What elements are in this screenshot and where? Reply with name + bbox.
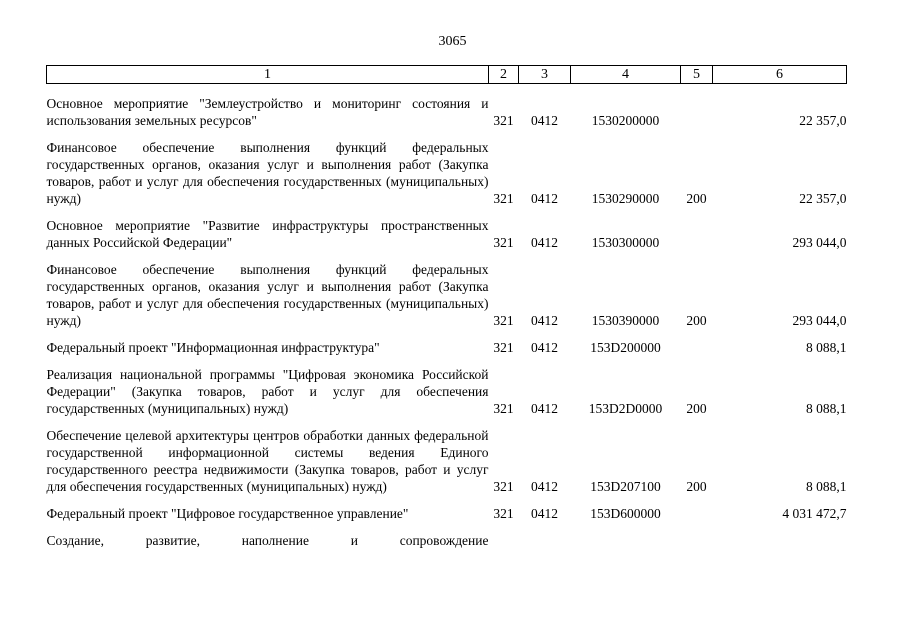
section-code: 0412 bbox=[531, 313, 558, 328]
amount: 293 044,0 bbox=[792, 313, 847, 328]
amount: 8 088,1 bbox=[806, 401, 847, 416]
item-name: Создание, развитие, наполнение и сопровождение bbox=[46, 533, 489, 548]
ministry-code: 321 bbox=[493, 479, 514, 494]
expense-type-code bbox=[681, 495, 713, 522]
section-code: 0412 bbox=[531, 113, 558, 128]
column-header-1: 1 bbox=[47, 66, 489, 84]
section-code: 0412 bbox=[531, 235, 558, 250]
amount: 293 044,0 bbox=[792, 235, 847, 250]
amount: 8 088,1 bbox=[806, 340, 847, 355]
table-row bbox=[47, 84, 847, 130]
table-row bbox=[47, 207, 847, 251]
item-name: Основное мероприятие "Развитие инфраструктуры пространственных данных Российской Федерации" bbox=[46, 218, 489, 250]
amount bbox=[713, 522, 847, 549]
amount: 8 088,1 bbox=[806, 479, 847, 494]
amount: 22 357,0 bbox=[799, 191, 847, 206]
expense-type-code: 200 bbox=[686, 401, 707, 416]
table-row bbox=[47, 251, 847, 329]
expense-type-code bbox=[681, 522, 713, 549]
ministry-code: 321 bbox=[493, 401, 514, 416]
column-header-4: 4 bbox=[571, 66, 681, 84]
item-name: Основное мероприятие "Землеустройство и мониторинг состояния и использования земельных ресурсов" bbox=[46, 96, 489, 128]
expense-type-code: 200 bbox=[686, 479, 707, 494]
expense-type-code: 200 bbox=[686, 313, 707, 328]
column-header-6: 6 bbox=[713, 66, 847, 84]
item-name: Реализация национальной программы "Цифровая экономика Российской Федерации" (Закупка товаров, работ и услуг для обеспечения государственных (муниципальных) нужд) bbox=[46, 367, 489, 416]
table-row bbox=[47, 522, 847, 549]
budget-table bbox=[46, 65, 847, 549]
item-name: Финансовое обеспечение выполнения функций федеральных государственных органов, оказания услуг и выполнения работ (Закупка товаров, работ и услуг для обеспечения государственных (муниципальных) нужд) bbox=[46, 262, 489, 328]
expense-type-code bbox=[681, 329, 713, 356]
ministry-code: 321 bbox=[493, 340, 514, 355]
target-article-code: 1530200000 bbox=[591, 113, 660, 128]
expense-type-code: 200 bbox=[686, 191, 707, 206]
column-header-2: 2 bbox=[489, 66, 519, 84]
page-number: 3065 bbox=[438, 34, 467, 49]
target-article-code bbox=[571, 522, 681, 549]
ministry-code: 321 bbox=[493, 191, 514, 206]
table-row bbox=[47, 356, 847, 417]
ministry-code: 321 bbox=[493, 313, 514, 328]
target-article-code: 1530390000 bbox=[591, 313, 660, 328]
target-article-code: 153D200000 bbox=[590, 340, 661, 355]
ministry-code: 321 bbox=[493, 506, 514, 521]
column-header-5: 5 bbox=[681, 66, 713, 84]
ministry-code bbox=[489, 522, 519, 549]
section-code: 0412 bbox=[531, 479, 558, 494]
item-name: Федеральный проект "Цифровое государственное управление" bbox=[46, 506, 409, 521]
table-row bbox=[47, 329, 847, 356]
table-body bbox=[47, 84, 847, 550]
item-name: Федеральный проект "Информационная инфраструктура" bbox=[46, 340, 380, 355]
column-header-3: 3 bbox=[519, 66, 571, 84]
target-article-code: 1530290000 bbox=[591, 191, 660, 206]
section-code: 0412 bbox=[531, 401, 558, 416]
ministry-code: 321 bbox=[493, 235, 514, 250]
amount: 4 031 472,7 bbox=[782, 506, 847, 521]
target-article-code: 1530300000 bbox=[591, 235, 660, 250]
target-article-code: 153D207100 bbox=[590, 479, 661, 494]
ministry-code: 321 bbox=[493, 113, 514, 128]
section-code: 0412 bbox=[531, 191, 558, 206]
item-name: Обеспечение целевой архитектуры центров обработки данных федеральной государственной информационной системы ведения Единого государственного реестра недвижимости (Закупка товаров, работ и услуг для обеспечения государственных (муниципальных) нужд) bbox=[46, 428, 489, 494]
table-header bbox=[47, 66, 847, 84]
table-row bbox=[47, 495, 847, 522]
item-name: Финансовое обеспечение выполнения функций федеральных государственных органов, оказания услуг и выполнения работ (Закупка товаров, работ и услуг для обеспечения государственных (муниципальных) нужд) bbox=[46, 140, 489, 206]
section-code bbox=[519, 522, 571, 549]
table-row bbox=[47, 417, 847, 495]
section-code: 0412 bbox=[531, 506, 558, 521]
expense-type-code bbox=[681, 207, 713, 251]
section-code: 0412 bbox=[531, 340, 558, 355]
table-row bbox=[47, 129, 847, 207]
amount: 22 357,0 bbox=[799, 113, 847, 128]
expense-type-code bbox=[681, 84, 713, 130]
target-article-code: 153D2D0000 bbox=[588, 401, 663, 416]
target-article-code: 153D600000 bbox=[590, 506, 661, 521]
